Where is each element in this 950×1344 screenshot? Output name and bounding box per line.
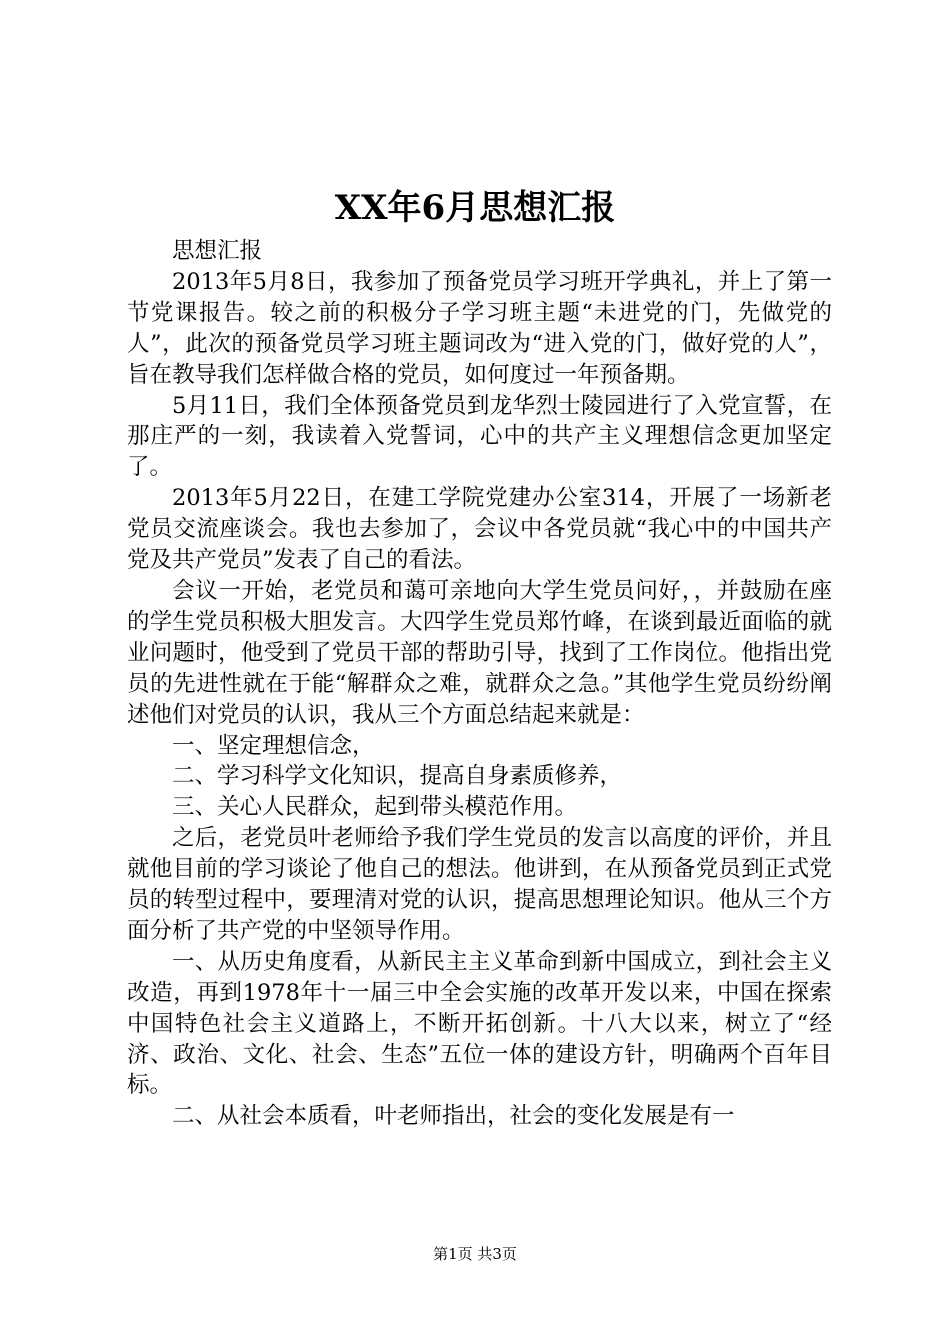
paragraph: 2013年5月22日，在建工学院党建办公室314，开展了一场新老党员交流座谈会。我也去参加了，会议中各党员就“我心中的中国共产党及共产党员”发表了自己的看法。 <box>127 485 832 574</box>
paragraph: 5月11日，我们全体预备党员到龙华烈士陵园进行了入党宣誓，在那庄严的一刻，我读着入党誓词，心中的共产主义理想信念更加坚定了。 <box>127 392 832 481</box>
paragraph: 会议一开始，老党员和蔼可亲地向大学生党员问好，，并鼓励在座的学生党员积极大胆发言。大四学生党员郑竹峰，在谈到最近面临的就业问题时，他受到了党员干部的帮助引导，找到了工作岗位。他指出党员的先进性就在于能“解群众之难，就群众之急。”其他学生党员纷纷阐述他们对党员的认识，我从三个方面总结起来就是： <box>127 577 832 728</box>
list-item: 一、坚定理想信念， <box>172 732 375 759</box>
list-item: 二、学习科学文化知识，提高自身素质修养， <box>172 763 623 790</box>
page-number-footer: 第1页 共3页 <box>433 1245 517 1263</box>
document-title: XX年6月思想汇报 <box>334 188 616 228</box>
list-item: 三、关心人民群众，起到带头模范作用。 <box>172 794 578 821</box>
document-body <box>127 236 832 1132</box>
paragraph: 二、从社会本质看，叶老师指出，社会的变化发展是有一 <box>172 1103 735 1130</box>
paragraph: 一、从历史角度看，从新民主主义革命到新中国成立，到社会主义改造，再到1978年十一届三中全会实施的改革开发以来，中国在探索中国特色社会主义道路上，不断开拓创新。十八大以来，树立了“经济、政治、文化、社会、生态”五位一体的建设方针，明确两个百年目标。 <box>127 948 832 1099</box>
paragraph: 2013年5月8日，我参加了预备党员学习班开学典礼，并上了第一节党课报告。较之前的积极分子学习班主题“未进党的门，先做党的人”，此次的预备党员学习班主题词改为“进入党的门，做好党的人”，旨在教导我们怎样做合格的党员，如何度过一年预备期。 <box>127 268 832 388</box>
paragraph-heading: 思想汇报 <box>172 238 263 264</box>
paragraph: 之后，老党员叶老师给予我们学生党员的发言以高度的评价，并且就他目前的学习谈论了他自己的想法。他讲到，在从预备党员到正式党员的转型过程中，要理清对党的认识，提高思想理论知识。他从三个方面分析了共产党的中坚领导作用。 <box>127 825 832 944</box>
